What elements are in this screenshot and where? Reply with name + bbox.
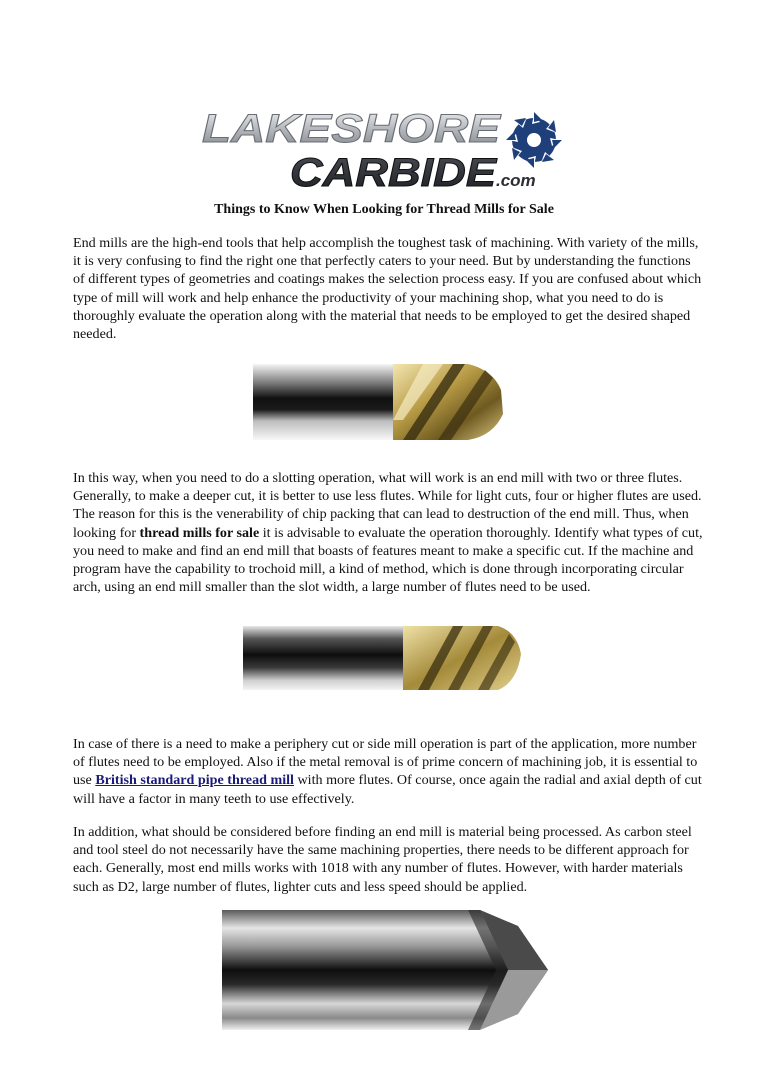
paragraph-periphery xyxy=(73,735,703,808)
paragraph-periphery-part-b: with more flutes. Of course, once again the radial and axial depth of cut will have a factor in many teeth to use effectively. xyxy=(73,772,702,807)
paragraph-materials: In addition, what should be considered before finding an end mill is material being processed. As carbon steel and tool steel do not necessarily have the same machining properties, there needs to be different approach for each. Generally, most end mills works with 1018 with any number of flutes. However, with harder materials such as D2, large number of flutes, lighter cuts and less speed should be applied. xyxy=(73,824,692,895)
paragraph-slotting xyxy=(73,469,703,596)
logo-line2: CARBIDE xyxy=(290,151,498,192)
logo-line1: LAKESHORE xyxy=(202,107,502,151)
paragraph-intro: End mills are the high-end tools that help accomplish the toughest task of machining. With variety of the mills, it is very confusing to find the right one that perfectly caters to your need. But by understanding the functions of different types of geometries and coatings makes the selection process easy. If you are confused about which type of mill will work and help enhance the productivity of your machining shop, what you need to do is thoroughly evaluate the operation along with the material that needs to be employed to get the desired shaped needed. xyxy=(73,235,702,343)
end-mill-image-2 xyxy=(243,624,523,692)
logo-suffix: .com xyxy=(496,171,536,190)
paragraph-slotting-part-b: it is advisable to evaluate the operation thoroughly. Identify what types of cut, you need to make and find an end mill that boasts of features meant to make a specific cut. If the machine and program have the capability to trochoid mill, a kind of method, which is done through incorporating circular arch, using an end mill smaller than the slot width, a large number of flutes need to be used. xyxy=(73,524,703,596)
end-mill-image-1 xyxy=(253,360,515,444)
paragraph-periphery-part-a: In case of there is a need to make a periphery cut or side mill operation is part of the application, more number of flutes need to be employed. Also if the metal removal is of prime concern of machining job, it is essential to use xyxy=(73,736,698,789)
page-title: Things to Know When Looking for Thread Mills for Sale xyxy=(214,202,554,217)
paragraph-slotting-part-a: In this way, when you need to do a slotting operation, what will work is an end mill with two or three flutes. Generally, to make a deeper cut, it is better to use less flutes. While for light cuts, four or higher flutes are used. The reason for this is the venerability of chip packing that can lead to destruction of the end mill. Thus, when looking for xyxy=(73,470,702,541)
link-british-standard-pipe-thread-mill[interactable]: British standard pipe thread mill xyxy=(95,772,294,789)
saw-blade-icon xyxy=(506,112,562,168)
keyword-thread-mills-for-sale: thread mills for sale xyxy=(139,524,260,541)
lakeshore-carbide-logo xyxy=(198,106,570,192)
end-mill-image-3 xyxy=(218,908,550,1032)
